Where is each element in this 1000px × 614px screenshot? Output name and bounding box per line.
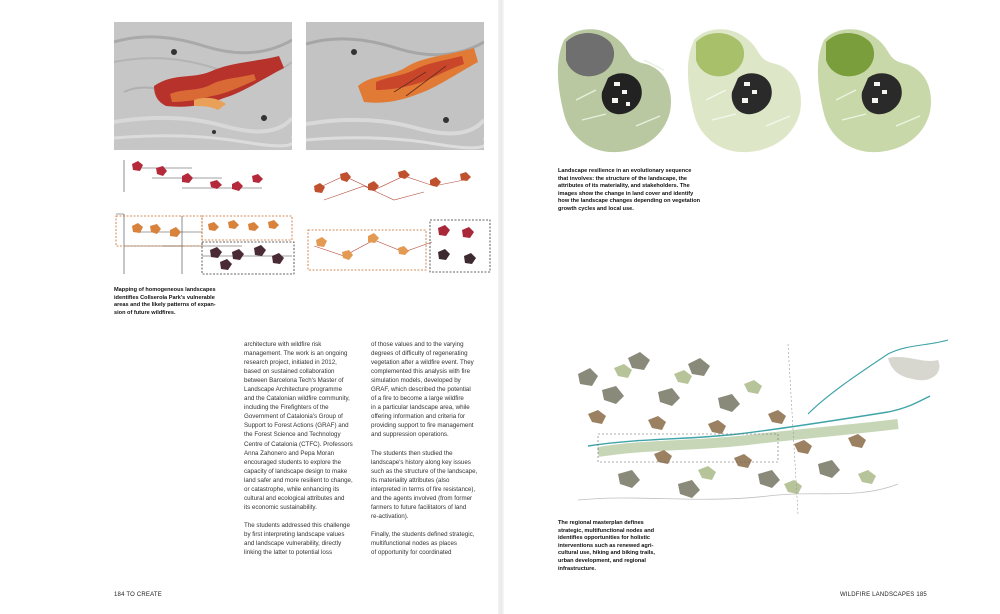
- landscape-units-diagram-left: [112, 156, 298, 280]
- fire-expansion-map-right: [306, 22, 484, 150]
- resilience-map-1: [556, 20, 678, 158]
- landscape-mapping-caption: Mapping of homogeneous landscapes identifies Collserola Park's vulnerable areas and the likely patterns of expan- sion of future wildfires.: [114, 287, 216, 316]
- masterplan-caption: The regional masterplan defines strategic, multifunctional nodes and identifies opportunities for holistic interventions such as renewed agri- cultural use, hiking and biking trails, urban development, and regional infrastructure.: [558, 520, 655, 572]
- left-page-folio: 184 TO CREATE: [114, 592, 162, 598]
- right-page-folio: WILDFIRE LANDSCAPES 185: [840, 592, 927, 598]
- resilience-map-2: [686, 20, 808, 158]
- resilience-caption: Landscape resilience in an evolutionary sequence that involves: the structure of the landscape, the attributes of its materiality, and stakeholders. The images show the change in land cover and identify how the landscape changes depending on vegetation growth cycles and local use.: [558, 168, 701, 212]
- regional-masterplan-map: [558, 334, 952, 516]
- spread-gutter: [498, 0, 504, 614]
- body-text-column-2: of those values and to the varying degrees of difficulty of regenerating vegetation after a wildfire event. They complemented this analysis with fire simulation models, developed by GRAF, which described the potential of a fire to become a large wildfire in a particular landscape area, while offering information and criteria for providing support to fire management and suppression operations. The students then studied the landscape's history along key issues such as the structure of the landscape, its materiality attributes (also interpreted in terms of fire resistance), and the agents involved (from former farmers to future facilitators of land re-activation). Finally, the students defined strategic, multifunctional nodes as places of opportunity for coordinated: [371, 341, 478, 557]
- resilience-map-3: [816, 20, 938, 158]
- vulnerability-map-left: [114, 22, 292, 150]
- landscape-units-diagram-right: [304, 156, 494, 280]
- body-text-column-1: architecture with wildfire risk management. The work is an ongoing research project, initiated in 2012, based on sustained collaboration between Barcelona Tech's Master of Landscape Architecture programme and the Catalonian wildfire community, including the Firefighters of the Government of Catalonia's Group of Support to Forest Actions (GRAF) and the Forest Science and Technology Centre of Catalonia (CTFC). Professors Anna Zahonero and Pepa Moran encouraged students to explore the capacity of landscape design to make land safer and more resilient to change, or catastrophe, while enhancing its cultural and ecological attributes and its economic sustainability. The students addressed this challenge by first interpreting landscape values and landscape vulnerability, directly linking the latter to potential loss: [244, 341, 353, 557]
